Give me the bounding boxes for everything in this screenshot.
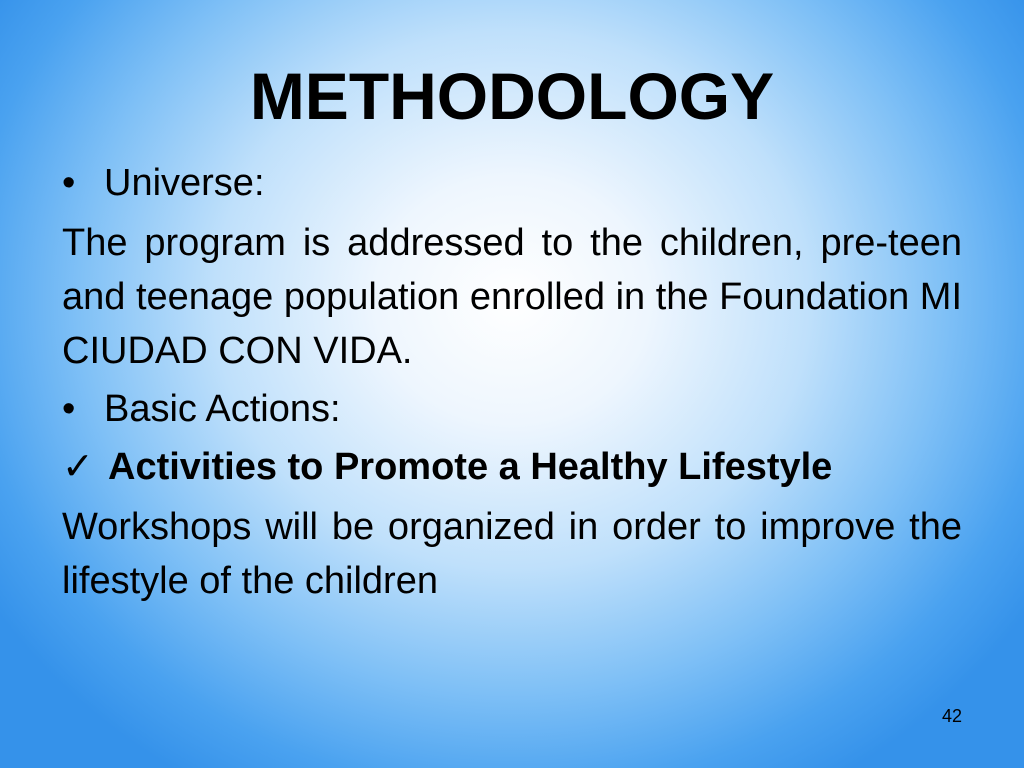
bullet-text: Universe: xyxy=(104,162,265,204)
bullet-universe xyxy=(62,156,962,210)
workshops-description: Workshops will be organized in order to improve the lifestyle of the children xyxy=(62,506,962,602)
slide-content xyxy=(62,156,962,612)
page-number: 42 xyxy=(941,706,962,726)
slide-title: METHODOLOGY xyxy=(249,59,775,133)
check-item-text: Activities to Promote a Healthy Lifestyle xyxy=(108,446,833,488)
bullet-dot-icon: • xyxy=(62,162,76,204)
bullet-dot-icon: • xyxy=(62,388,76,430)
bullet-text: Basic Actions: xyxy=(104,388,341,430)
universe-description: The program is addressed to the children, pre-teen and teenage population enrolled in the Foundation MI CIUDAD CON VIDA. xyxy=(62,222,963,372)
bullet-basic-actions xyxy=(62,382,962,436)
checkmark-icon: ✓ xyxy=(62,446,94,488)
check-item-healthy-lifestyle xyxy=(62,440,962,494)
